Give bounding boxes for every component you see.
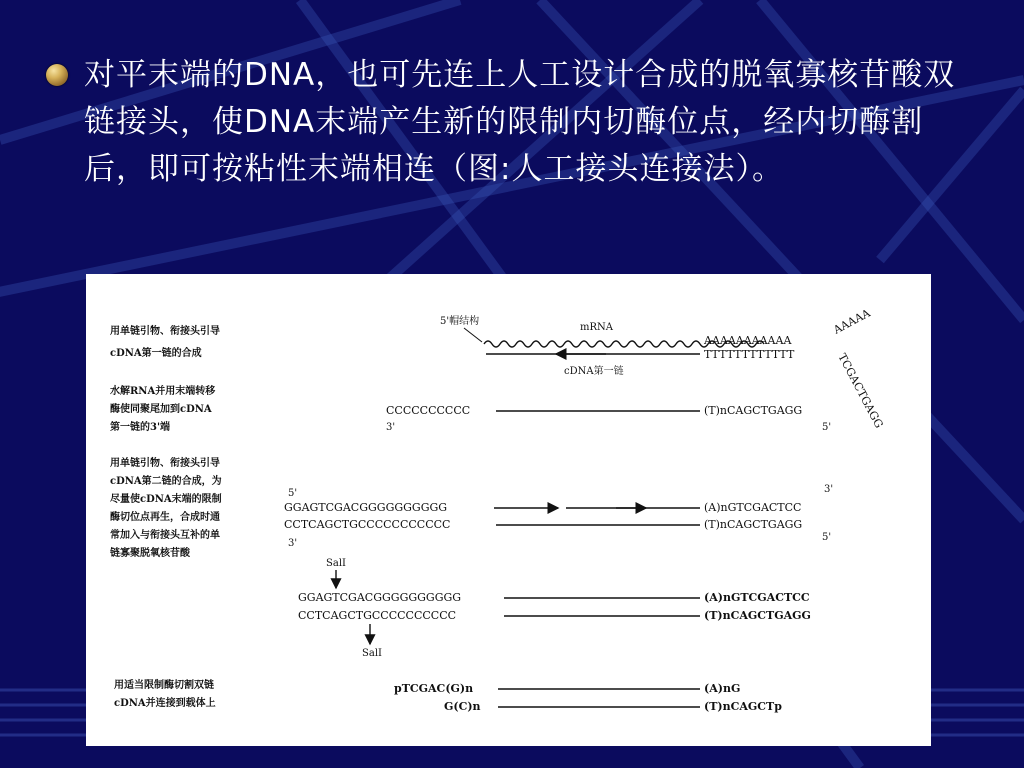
prime-label: 3'	[824, 484, 834, 495]
row4-top-left: GGAGTCGACGGGGGGGGGG	[298, 591, 462, 604]
prime-label: 5'	[288, 488, 298, 499]
row4-top-right: (A)nGTCGACTCC	[704, 591, 810, 604]
caption-line: 酶使同聚尾加到cDNA	[110, 404, 212, 415]
caption-line: 常加入与衔接头互补的单	[110, 530, 220, 541]
step3-caption	[110, 456, 222, 559]
caption-line: 用单链引物、衔接头引导	[110, 326, 220, 337]
caption-line: cDNA并连接到载体上	[114, 698, 216, 709]
row3-top-right: (A)nGTCGACTCC	[704, 501, 802, 514]
adapter-arm-b: TCGACTGAGG	[835, 351, 886, 431]
prime-label: 3'	[386, 422, 396, 433]
caption-line: 用单链引物、衔接头引导	[110, 458, 220, 469]
body-text: 对平末端的DNA，也可先连上人工设计合成的脱氧寡核苷酸双链接头，使DNA末端产生新的限制内切酶位点，经内切酶割后，即可按粘性末端相连（图:人工接头连接法）。	[84, 57, 956, 187]
row3-top-left: GGAGTCGACGGGGGGGGGG	[284, 501, 448, 514]
row4-bot-right: (T)nCAGCTGAGG	[704, 609, 811, 622]
row2-tailed	[386, 404, 831, 433]
prime-label: 5'	[822, 422, 832, 433]
step2-caption	[110, 384, 216, 433]
sali-label-bottom: SalI	[362, 648, 382, 659]
step1-caption	[110, 324, 220, 359]
prime-label: 5'	[822, 532, 832, 543]
caption-line: 酶切位点再生，合成时通	[110, 512, 220, 523]
caption-line: 尽量使cDNA末端的限制	[110, 494, 222, 505]
adapter-arm-a: AAAAA	[831, 306, 873, 337]
caption-line: 链寡聚脱氧核苷酸	[110, 548, 190, 559]
row3-bot-left: CCTCAGCTGCCCCCCCCCCC	[284, 518, 451, 531]
caption-line: 第一链的3'端	[110, 422, 171, 433]
row5-cut-product	[394, 682, 782, 713]
row5-top-left: pTCGAC(G)n	[394, 682, 474, 695]
figure-diagram	[86, 274, 931, 746]
row3-bot-right: (T)nCAGCTGAGG	[704, 518, 803, 531]
adapter-ligation-figure	[86, 274, 931, 746]
mrna-label: mRNA	[580, 322, 613, 333]
cdna1-label: cDNA第一链	[564, 366, 624, 377]
row2-right: (T)nCAGCTGAGG	[704, 404, 803, 417]
row5-bot-right: (T)nCAGCTp	[704, 700, 782, 713]
row5-top-right: (A)nG	[704, 682, 741, 695]
bullet-icon	[46, 64, 68, 86]
caption-line: cDNA第一链的合成	[110, 348, 202, 359]
caption-line: 用适当限制酶切割双链	[114, 680, 214, 691]
row3-second-strand	[284, 484, 833, 549]
step4-caption	[114, 678, 216, 709]
row5-bot-left: G(C)n	[444, 700, 481, 713]
cap-label: 5'帽结构	[440, 316, 480, 327]
caption-line: 水解RNA并用末端转移	[110, 386, 216, 397]
row4-sali	[298, 558, 811, 659]
row2-left: CCCCCCCCCC	[386, 404, 471, 417]
prime-label: 3'	[288, 538, 298, 549]
sali-label-top: SalI	[326, 558, 346, 569]
polya-seq: AAAAAAAAAAA	[704, 334, 792, 347]
row4-bot-left: CCTCAGCTGCCCCCCCCCC	[298, 609, 457, 622]
caption-line: cDNA第二链的合成，为	[110, 476, 222, 487]
polyt-seq: TTTTTTTTTTTT	[704, 348, 795, 361]
